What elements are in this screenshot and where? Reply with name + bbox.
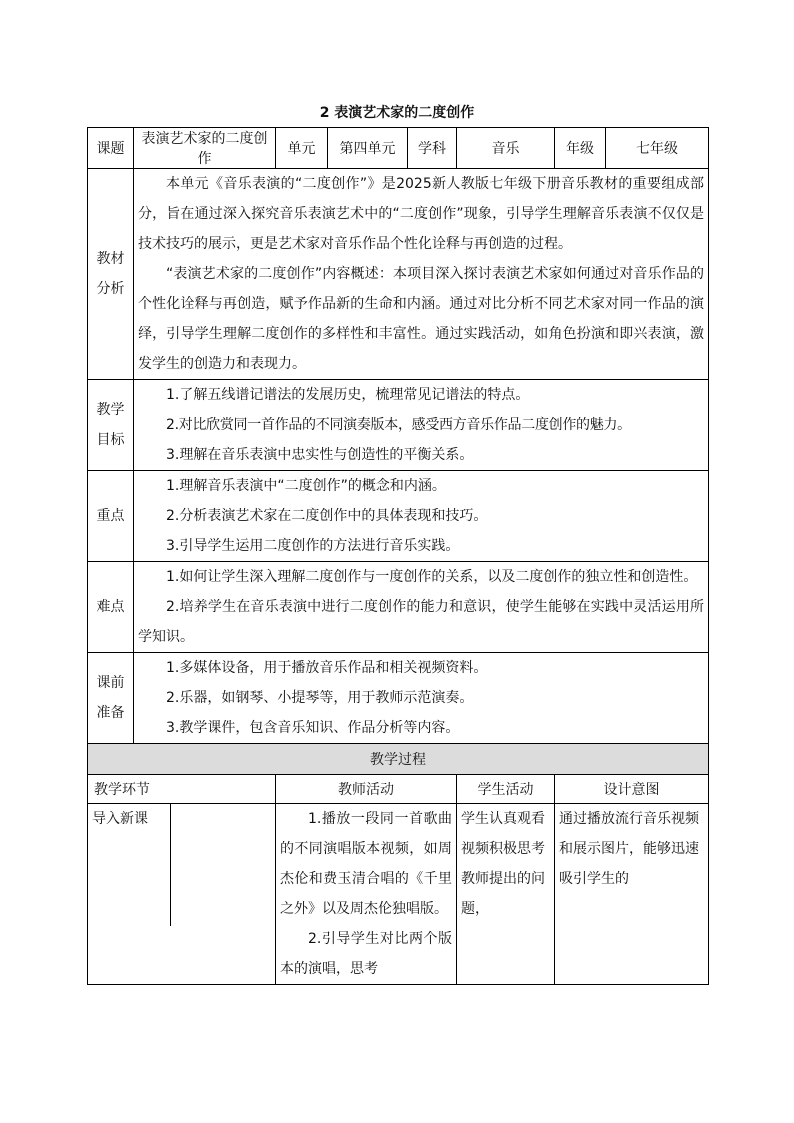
process-design-intent xyxy=(555,804,709,985)
goals-row xyxy=(88,380,709,471)
process-section-row xyxy=(88,744,709,775)
topic-value: 表演艺术家的二度创作 xyxy=(134,128,276,169)
preparation-item: 2.乐器，如钢琴、小提琴等，用于教师示范演奏。 xyxy=(166,690,474,706)
subject-value: 音乐 xyxy=(457,128,555,169)
process-section-title: 教学过程 xyxy=(88,744,709,775)
analysis-paragraph: “表演艺术家的二度创作”内容概述：本项目深入探讨表演艺术家如何通过对音乐作品的个性化诠释与再创造，赋予作品新的生命和内涵。通过对比分析不同艺术家对同一作品的演绎，引导学生理解二度创作的多样性和丰富性。通过实践活动，如角色扮演和即兴表演，激发学生的创造力和表现力。 xyxy=(138,266,704,372)
key-point-item: 3.引导学生运用二度创作的方法进行音乐实践。 xyxy=(166,538,460,554)
preparation-content xyxy=(134,653,709,744)
difficulty-item: 2.培养学生在音乐表演中进行二度创作的能力和意识，使学生能够在实践中灵活运用所学知识。 xyxy=(138,599,704,645)
process-stage-spacer xyxy=(171,804,276,926)
student-activity-text: 学生认真观看视频积极思考教师提出的问题， xyxy=(461,811,545,917)
difficulties-label: 难点 xyxy=(88,562,134,653)
goals-label-line2: 目标 xyxy=(96,432,125,448)
goals-content xyxy=(134,380,709,471)
analysis-label-line1: 教材 xyxy=(96,251,125,267)
process-col-intent: 设计意图 xyxy=(555,775,709,804)
process-header-row xyxy=(88,775,709,804)
key-points-content xyxy=(134,471,709,562)
difficulty-item: 1.如何让学生深入理解二度创作与一度创作的关系，以及二度创作的独立性和创造性。 xyxy=(166,569,698,585)
stage-split xyxy=(88,804,275,926)
goal-item: 1.了解五线谱记谱法的发展历史，梳理常见记谱法的特点。 xyxy=(166,387,530,403)
unit-label: 单元 xyxy=(276,128,328,169)
subject-label: 学科 xyxy=(408,128,457,169)
document-title: 2 表演艺术家的二度创作 xyxy=(319,105,475,121)
difficulties-row xyxy=(88,562,709,653)
analysis-label xyxy=(88,169,134,380)
process-col-teacher: 教师活动 xyxy=(276,775,457,804)
grade-value: 七年级 xyxy=(606,128,709,169)
preparation-label-line1: 课前 xyxy=(96,675,125,691)
goals-label xyxy=(88,380,134,471)
grade-label: 年级 xyxy=(555,128,606,169)
analysis-row xyxy=(88,169,709,380)
design-intent-text: 通过播放流行音乐视频和展示图片，能够迅速吸引学生的 xyxy=(559,811,699,887)
preparation-label xyxy=(88,653,134,744)
process-student-activity xyxy=(457,804,555,985)
process-stage-cell xyxy=(88,804,276,985)
teacher-activity-item: 2.引导学生对比两个版本的演唱，思考 xyxy=(280,931,452,977)
analysis-content xyxy=(134,169,709,380)
key-points-label: 重点 xyxy=(88,471,134,562)
process-col-student: 学生活动 xyxy=(457,775,555,804)
goals-label-line1: 教学 xyxy=(96,402,125,418)
goal-item: 2.对比欣赏同一首作品的不同演奏版本，感受西方音乐作品二度创作的魅力。 xyxy=(166,417,631,433)
process-stage xyxy=(88,804,171,926)
goal-item: 3.理解在音乐表演中忠实性与创造性的平衡关系。 xyxy=(166,447,474,463)
process-col-stage xyxy=(88,775,276,804)
key-point-item: 2.分析表演艺术家在二度创作中的具体表现和技巧。 xyxy=(166,508,488,524)
analysis-paragraph: 本单元《音乐表演的“二度创作”》是2025新人教版七年级下册音乐教材的重要组成部分，旨在通过深入探究音乐表演艺术中的“二度创作”现象，引导学生理解音乐表演不仅仅是技术技巧的展示，更是艺术家对音乐作品个性化诠释与再创造的过程。 xyxy=(138,176,704,252)
unit-value: 第四单元 xyxy=(328,128,408,169)
teacher-activity-item: 1.播放一段同一首歌曲的不同演唱版本视频，如周杰伦和费玉清合唱的《千里之外》以及周杰伦独唱版。 xyxy=(280,811,452,917)
difficulties-content xyxy=(134,562,709,653)
key-point-item: 1.理解音乐表演中“二度创作”的概念和内涵。 xyxy=(166,478,446,494)
preparation-label-line2: 准备 xyxy=(96,705,125,721)
topic-label: 课题 xyxy=(88,128,134,169)
process-teacher-activity xyxy=(276,804,457,985)
analysis-label-line2: 分析 xyxy=(96,281,125,297)
process-col-stage-text: 教学环节 xyxy=(94,782,150,798)
process-row xyxy=(88,804,709,985)
preparation-item: 1.多媒体设备，用于播放音乐作品和相关视频资料。 xyxy=(166,660,488,676)
lesson-plan-table xyxy=(87,127,709,985)
key-points-row xyxy=(88,471,709,562)
preparation-item: 3.教学课件，包含音乐知识、作品分析等内容。 xyxy=(166,720,460,736)
header-row xyxy=(88,128,709,169)
process-stage-text: 导入新课 xyxy=(92,811,148,827)
preparation-row xyxy=(88,653,709,744)
